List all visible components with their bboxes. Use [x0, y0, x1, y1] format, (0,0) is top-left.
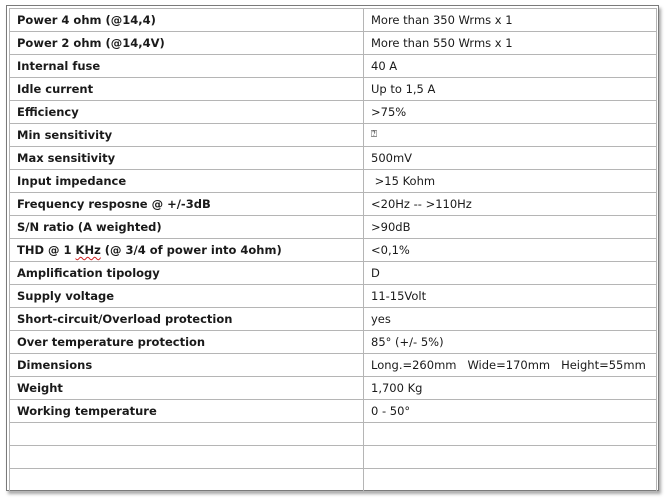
spec-table	[9, 8, 657, 492]
table-row	[10, 331, 657, 354]
row-label: Efficiency	[10, 101, 364, 124]
row-value: More than 550 Wrms x 1	[364, 32, 657, 55]
table-row	[10, 400, 657, 423]
row-label: Weight	[10, 377, 364, 400]
row-value: <0,1%	[364, 239, 657, 262]
row-value: 40 A	[364, 55, 657, 78]
row-value: 11-15Volt	[364, 285, 657, 308]
row-label	[10, 469, 364, 492]
row-value: yes	[364, 308, 657, 331]
row-value: 500mV	[364, 147, 657, 170]
row-value: 0 - 50°	[364, 400, 657, 423]
row-label: Power 2 ohm (@14,4V)	[10, 32, 364, 55]
row-value: D	[364, 262, 657, 285]
spec-table-frame	[6, 5, 659, 491]
table-row	[10, 124, 657, 147]
row-label: Dimensions	[10, 354, 364, 377]
table-row	[10, 55, 657, 78]
table-row	[10, 101, 657, 124]
row-label: S/N ratio (A weighted)	[10, 216, 364, 239]
row-label: Input impedance	[10, 170, 364, 193]
table-row	[10, 147, 657, 170]
row-label: Power 4 ohm (@14,4)	[10, 9, 364, 32]
table-row	[10, 377, 657, 400]
table-row	[10, 9, 657, 32]
table-row	[10, 285, 657, 308]
table-row	[10, 239, 657, 262]
row-value: Long.=260mm Wide=170mm Height=55mm	[364, 354, 657, 377]
table-row	[10, 308, 657, 331]
row-label-part: (@ 3/4 of power into 4ohm)	[100, 243, 282, 257]
spellcheck-flagged-word: KHz	[75, 243, 101, 257]
table-row	[10, 78, 657, 101]
row-value: Up to 1,5 A	[364, 78, 657, 101]
row-label	[10, 239, 364, 262]
row-value: ⍰	[364, 124, 657, 147]
row-value: 85° (+/- 5%)	[364, 331, 657, 354]
empty-table-row	[10, 469, 657, 492]
empty-table-row	[10, 446, 657, 469]
row-value: >15 Kohm	[364, 170, 657, 193]
row-label: Short-circuit/Overload protection	[10, 308, 364, 331]
row-label	[10, 423, 364, 446]
row-label: Internal fuse	[10, 55, 364, 78]
row-label: Max sensitivity	[10, 147, 364, 170]
row-label: Frequency resposne @ +/-3dB	[10, 193, 364, 216]
row-label: Amplification tipology	[10, 262, 364, 285]
table-row	[10, 32, 657, 55]
row-value: >90dB	[364, 216, 657, 239]
row-value	[364, 423, 657, 446]
row-value: <20Hz -- >110Hz	[364, 193, 657, 216]
row-value	[364, 446, 657, 469]
empty-table-row	[10, 423, 657, 446]
table-row	[10, 193, 657, 216]
row-label-part: THD @ 1	[17, 243, 76, 257]
table-row	[10, 354, 657, 377]
row-value: >75%	[364, 101, 657, 124]
row-label: Supply voltage	[10, 285, 364, 308]
row-label	[10, 446, 364, 469]
row-value: More than 350 Wrms x 1	[364, 9, 657, 32]
row-value	[364, 469, 657, 492]
row-label: Working temperature	[10, 400, 364, 423]
table-row	[10, 170, 657, 193]
table-row	[10, 216, 657, 239]
table-row	[10, 262, 657, 285]
row-label: Idle current	[10, 78, 364, 101]
row-value: 1,700 Kg	[364, 377, 657, 400]
row-label: Min sensitivity	[10, 124, 364, 147]
row-label: Over temperature protection	[10, 331, 364, 354]
